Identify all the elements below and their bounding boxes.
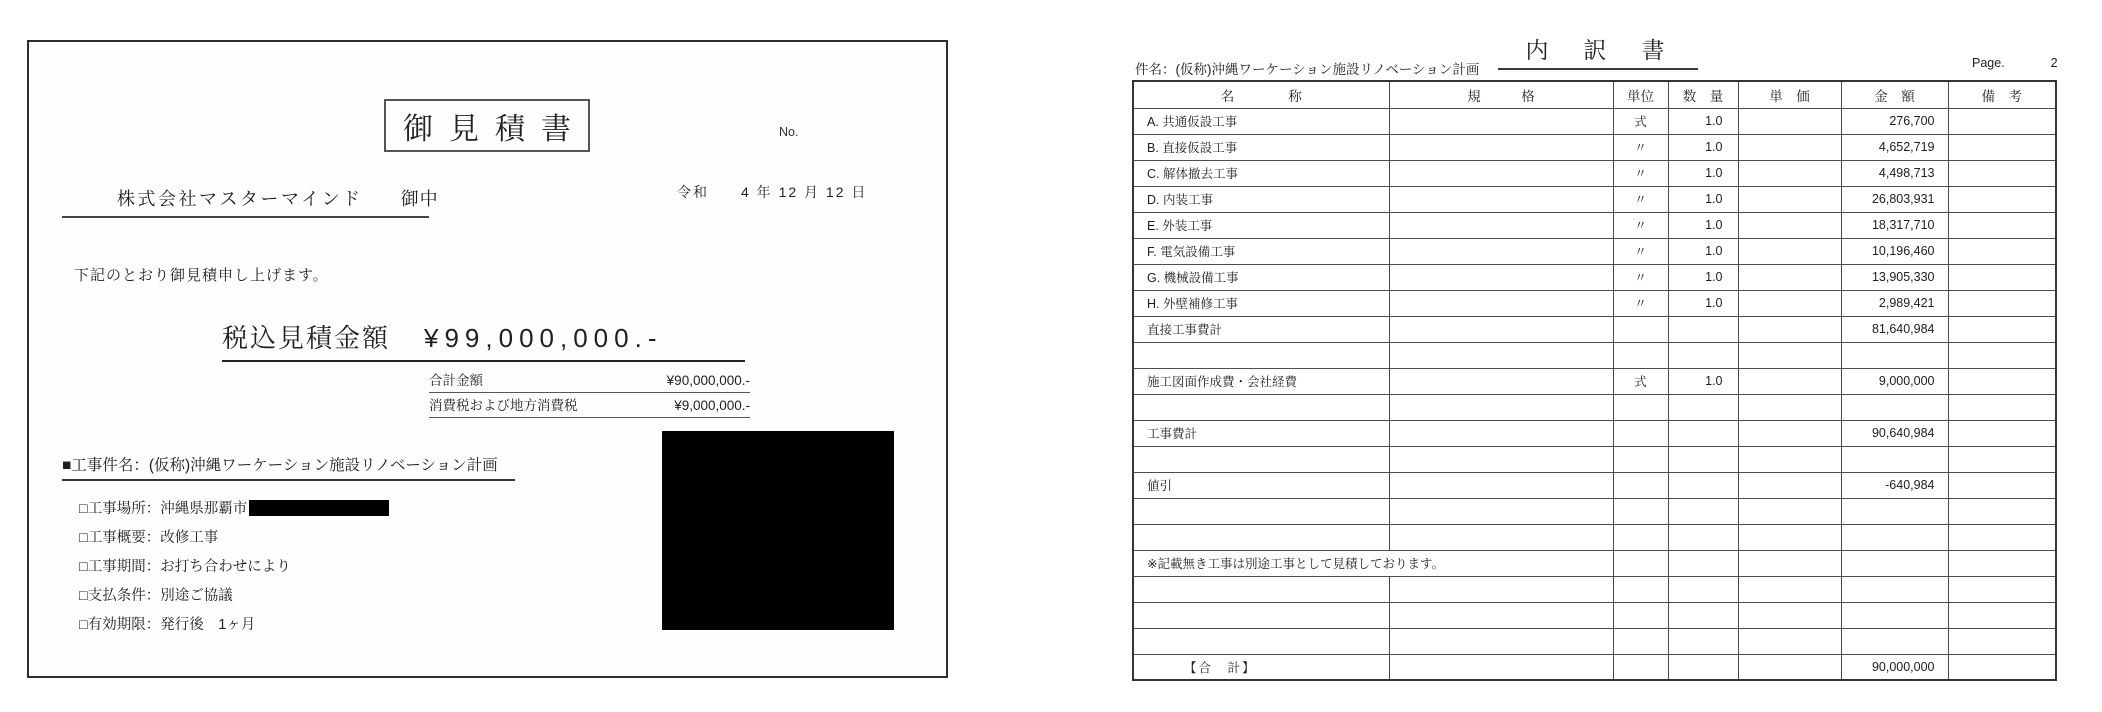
recipient-line bbox=[62, 185, 439, 218]
table-cell bbox=[1133, 498, 1389, 524]
table-cell bbox=[1613, 342, 1668, 368]
project-title-line: ■工事件名：(仮称)沖縄ワーケーション施設リノベーション計画 bbox=[62, 453, 515, 481]
table-row bbox=[1133, 446, 2056, 472]
table-cell: F. 電気設備工事 bbox=[1133, 238, 1389, 264]
table-cell bbox=[1613, 472, 1668, 498]
table-row bbox=[1133, 160, 2056, 186]
table-cell bbox=[1668, 550, 1738, 576]
table-cell bbox=[1613, 394, 1668, 420]
table-cell bbox=[1613, 446, 1668, 472]
table-row bbox=[1133, 576, 2056, 602]
table-cell bbox=[1738, 368, 1841, 394]
table-row bbox=[1133, 186, 2056, 212]
estimate-no-label: No. bbox=[779, 125, 799, 139]
table-cell: 〃 bbox=[1613, 212, 1668, 238]
table-cell bbox=[1738, 316, 1841, 342]
table-cell: 式 bbox=[1613, 368, 1668, 394]
table-cell: 1.0 bbox=[1668, 186, 1738, 212]
table-cell bbox=[1668, 446, 1738, 472]
estimate-intro: 下記のとおり御見積申し上げます。 bbox=[74, 267, 329, 284]
table-cell bbox=[1389, 628, 1613, 654]
table-cell bbox=[1948, 134, 2056, 160]
table-cell bbox=[1738, 186, 1841, 212]
table-cell: 4,498,713 bbox=[1841, 160, 1948, 186]
table-cell: 〃 bbox=[1613, 238, 1668, 264]
table-cell: 1.0 bbox=[1668, 368, 1738, 394]
total-amount-value: ¥99,000,000.- bbox=[424, 323, 663, 353]
table-row bbox=[1133, 472, 2056, 498]
subtotal-line bbox=[429, 369, 750, 393]
table-row bbox=[1133, 602, 2056, 628]
table-cell: ※記載無き工事は別途工事として見積しております。 bbox=[1133, 550, 1613, 576]
table-cell: 1.0 bbox=[1668, 134, 1738, 160]
table-cell: 4,652,719 bbox=[1841, 134, 1948, 160]
table-cell bbox=[1948, 628, 2056, 654]
table-cell: 13,905,330 bbox=[1841, 264, 1948, 290]
detail-row-payment: □支払条件：別途ご協議 bbox=[79, 588, 233, 604]
table-cell: -640,984 bbox=[1841, 472, 1948, 498]
table-cell: 直接工事費計 bbox=[1133, 316, 1389, 342]
table-cell: 1.0 bbox=[1668, 212, 1738, 238]
table-row bbox=[1133, 212, 2056, 238]
table-cell bbox=[1389, 160, 1613, 186]
table-cell bbox=[1389, 498, 1613, 524]
table-cell bbox=[1948, 420, 2056, 446]
table-cell: 276,700 bbox=[1841, 108, 1948, 134]
table-cell bbox=[1133, 628, 1389, 654]
table-cell bbox=[1738, 134, 1841, 160]
table-cell bbox=[1948, 238, 2056, 264]
table-cell: 1.0 bbox=[1668, 160, 1738, 186]
table-cell bbox=[1738, 576, 1841, 602]
table-row bbox=[1133, 654, 2056, 680]
tax-label: 消費税および地方消費税 bbox=[429, 398, 578, 413]
table-row bbox=[1133, 394, 2056, 420]
total-amount-line bbox=[222, 318, 745, 362]
redaction-bar bbox=[249, 500, 389, 516]
table-cell: 施工図面作成費・会社経費 bbox=[1133, 368, 1389, 394]
table-cell bbox=[1613, 576, 1668, 602]
table-cell: 10,196,460 bbox=[1841, 238, 1948, 264]
table-cell bbox=[1389, 524, 1613, 550]
table-cell bbox=[1389, 186, 1613, 212]
table-cell bbox=[1738, 550, 1841, 576]
table-cell bbox=[1133, 394, 1389, 420]
table-cell bbox=[1613, 524, 1668, 550]
table-cell bbox=[1841, 524, 1948, 550]
table-cell: 〃 bbox=[1613, 264, 1668, 290]
table-cell bbox=[1948, 186, 2056, 212]
table-cell bbox=[1738, 472, 1841, 498]
table-cell: 2,989,421 bbox=[1841, 290, 1948, 316]
table-cell bbox=[1948, 602, 2056, 628]
table-cell bbox=[1389, 576, 1613, 602]
table-cell bbox=[1389, 108, 1613, 134]
page-number: 2 bbox=[2050, 56, 2058, 70]
table-cell bbox=[1668, 472, 1738, 498]
table-cell bbox=[1948, 316, 2056, 342]
table-cell: E. 外装工事 bbox=[1133, 212, 1389, 238]
table-cell: B. 直接仮設工事 bbox=[1133, 134, 1389, 160]
table-cell bbox=[1668, 602, 1738, 628]
table-row bbox=[1133, 238, 2056, 264]
detail-row-outline: □工事概要：改修工事 bbox=[79, 530, 219, 546]
detail-row-validity: □有効期限：発行後 1ヶ月 bbox=[79, 617, 256, 633]
table-cell bbox=[1389, 420, 1613, 446]
table-cell bbox=[1948, 576, 2056, 602]
table-cell bbox=[1389, 394, 1613, 420]
redaction-box-company bbox=[662, 431, 894, 630]
table-cell bbox=[1389, 134, 1613, 160]
table-cell: 90,640,984 bbox=[1841, 420, 1948, 446]
table-cell bbox=[1613, 602, 1668, 628]
table-cell bbox=[1738, 498, 1841, 524]
detail-row-location: □工事場所：沖縄県那覇市 bbox=[79, 495, 389, 524]
table-cell bbox=[1668, 394, 1738, 420]
table-cell bbox=[1841, 628, 1948, 654]
subtotal-label: 合計金額 bbox=[429, 373, 483, 388]
table-cell bbox=[1841, 602, 1948, 628]
table-cell bbox=[1948, 160, 2056, 186]
table-cell bbox=[1738, 524, 1841, 550]
table-cell bbox=[1389, 316, 1613, 342]
table-cell bbox=[1841, 498, 1948, 524]
table-cell bbox=[1738, 160, 1841, 186]
tax-line bbox=[429, 394, 750, 418]
table-cell bbox=[1613, 550, 1668, 576]
table-cell: 1.0 bbox=[1668, 290, 1738, 316]
table-cell: 1.0 bbox=[1668, 238, 1738, 264]
table-cell bbox=[1738, 654, 1841, 680]
table-cell bbox=[1613, 628, 1668, 654]
table-cell bbox=[1389, 342, 1613, 368]
table-cell: C. 解体撤去工事 bbox=[1133, 160, 1389, 186]
table-row bbox=[1133, 498, 2056, 524]
page-label: Page. bbox=[1972, 56, 2005, 70]
table-cell bbox=[1613, 654, 1668, 680]
table-cell bbox=[1668, 342, 1738, 368]
table-cell bbox=[1841, 576, 1948, 602]
breakdown-table-body bbox=[1133, 108, 2056, 680]
table-cell: 9,000,000 bbox=[1841, 368, 1948, 394]
table-cell bbox=[1738, 108, 1841, 134]
table-cell bbox=[1948, 524, 2056, 550]
table-cell bbox=[1668, 524, 1738, 550]
col-header-spec: 規 格 bbox=[1389, 81, 1613, 108]
table-cell bbox=[1613, 420, 1668, 446]
table-cell bbox=[1389, 238, 1613, 264]
table-cell bbox=[1948, 498, 2056, 524]
table-cell bbox=[1668, 316, 1738, 342]
table-cell bbox=[1613, 316, 1668, 342]
table-cell bbox=[1389, 264, 1613, 290]
table-cell bbox=[1841, 342, 1948, 368]
table-cell bbox=[1668, 628, 1738, 654]
table-cell bbox=[1389, 446, 1613, 472]
col-header-name: 名 称 bbox=[1133, 81, 1389, 108]
recipient-honorific: 御中 bbox=[400, 189, 439, 209]
table-cell: 18,317,710 bbox=[1841, 212, 1948, 238]
table-row bbox=[1133, 628, 2056, 654]
breakdown-title: 内 訳 書 bbox=[1498, 32, 1698, 70]
table-cell: 値引 bbox=[1133, 472, 1389, 498]
table-cell bbox=[1738, 290, 1841, 316]
table-cell bbox=[1668, 420, 1738, 446]
table-cell bbox=[1133, 342, 1389, 368]
page-indicator bbox=[1972, 56, 2058, 70]
table-row bbox=[1133, 316, 2056, 342]
table-cell bbox=[1389, 368, 1613, 394]
breakdown-table bbox=[1132, 80, 2057, 681]
table-cell: H. 外壁補修工事 bbox=[1133, 290, 1389, 316]
table-cell bbox=[1738, 628, 1841, 654]
project-details-list bbox=[79, 495, 389, 640]
recipient-name: 株式会社マスターマインド bbox=[117, 189, 363, 209]
col-header-note: 備 考 bbox=[1948, 81, 2056, 108]
table-cell bbox=[1389, 290, 1613, 316]
table-cell bbox=[1389, 212, 1613, 238]
table-row bbox=[1133, 368, 2056, 394]
table-cell bbox=[1133, 576, 1389, 602]
col-header-unit-price: 単 価 bbox=[1738, 81, 1841, 108]
table-row bbox=[1133, 420, 2056, 446]
table-cell: 1.0 bbox=[1668, 264, 1738, 290]
table-cell: 81,640,984 bbox=[1841, 316, 1948, 342]
table-row bbox=[1133, 550, 2056, 576]
subtotal-value: ¥90,000,000.- bbox=[666, 373, 750, 388]
table-cell bbox=[1738, 420, 1841, 446]
table-cell bbox=[1738, 602, 1841, 628]
table-cell bbox=[1133, 524, 1389, 550]
table-cell: A. 共通仮設工事 bbox=[1133, 108, 1389, 134]
table-cell bbox=[1738, 342, 1841, 368]
table-cell bbox=[1841, 550, 1948, 576]
table-cell bbox=[1948, 212, 2056, 238]
table-cell bbox=[1668, 498, 1738, 524]
table-cell: 工事費計 bbox=[1133, 420, 1389, 446]
table-cell bbox=[1948, 264, 2056, 290]
col-header-unit: 単位 bbox=[1613, 81, 1668, 108]
table-row bbox=[1133, 134, 2056, 160]
table-cell bbox=[1738, 446, 1841, 472]
table-cell bbox=[1738, 394, 1841, 420]
table-cell bbox=[1948, 342, 2056, 368]
table-cell: D. 内装工事 bbox=[1133, 186, 1389, 212]
table-row bbox=[1133, 342, 2056, 368]
table-cell bbox=[1389, 472, 1613, 498]
table-cell bbox=[1668, 654, 1738, 680]
table-cell bbox=[1133, 602, 1389, 628]
table-cell: 26,803,931 bbox=[1841, 186, 1948, 212]
table-cell: 式 bbox=[1613, 108, 1668, 134]
table-cell: 〃 bbox=[1613, 290, 1668, 316]
table-cell bbox=[1389, 654, 1613, 680]
table-cell: 〃 bbox=[1613, 160, 1668, 186]
table-cell bbox=[1613, 498, 1668, 524]
table-row bbox=[1133, 108, 2056, 134]
table-cell: 〃 bbox=[1613, 134, 1668, 160]
table-cell bbox=[1133, 446, 1389, 472]
table-cell bbox=[1948, 472, 2056, 498]
table-row bbox=[1133, 290, 2056, 316]
table-cell bbox=[1738, 238, 1841, 264]
table-cell bbox=[1841, 394, 1948, 420]
table-cell bbox=[1389, 602, 1613, 628]
table-row bbox=[1133, 524, 2056, 550]
table-cell: G. 機械設備工事 bbox=[1133, 264, 1389, 290]
table-cell bbox=[1668, 576, 1738, 602]
table-cell: 90,000,000 bbox=[1841, 654, 1948, 680]
total-amount-label: 税込見積金額 bbox=[222, 323, 391, 353]
table-cell bbox=[1948, 446, 2056, 472]
table-cell bbox=[1948, 654, 2056, 680]
table-cell bbox=[1948, 290, 2056, 316]
table-cell bbox=[1948, 550, 2056, 576]
table-cell: 【合 計】 bbox=[1133, 654, 1389, 680]
estimate-date: 令和 4 年 12 月 12 日 bbox=[677, 184, 868, 200]
table-cell: 〃 bbox=[1613, 186, 1668, 212]
estimate-title-box bbox=[384, 99, 590, 152]
table-cell bbox=[1738, 264, 1841, 290]
breakdown-subject: 件名：(仮称)沖縄ワーケーション施設リノベーション計画 bbox=[1135, 62, 1480, 77]
table-cell bbox=[1738, 212, 1841, 238]
tax-value: ¥9,000,000.- bbox=[674, 398, 750, 413]
table-cell bbox=[1948, 108, 2056, 134]
estimate-document bbox=[27, 40, 948, 678]
table-cell bbox=[1948, 394, 2056, 420]
table-row bbox=[1133, 264, 2056, 290]
detail-row-period: □工事期間：お打ち合わせにより bbox=[79, 559, 291, 575]
table-cell: 1.0 bbox=[1668, 108, 1738, 134]
table-cell bbox=[1948, 368, 2056, 394]
estimate-title: 御見積書 bbox=[403, 112, 587, 146]
col-header-amount: 金 額 bbox=[1841, 81, 1948, 108]
table-cell bbox=[1841, 446, 1948, 472]
table-header-row bbox=[1133, 81, 2056, 108]
col-header-qty: 数 量 bbox=[1668, 81, 1738, 108]
